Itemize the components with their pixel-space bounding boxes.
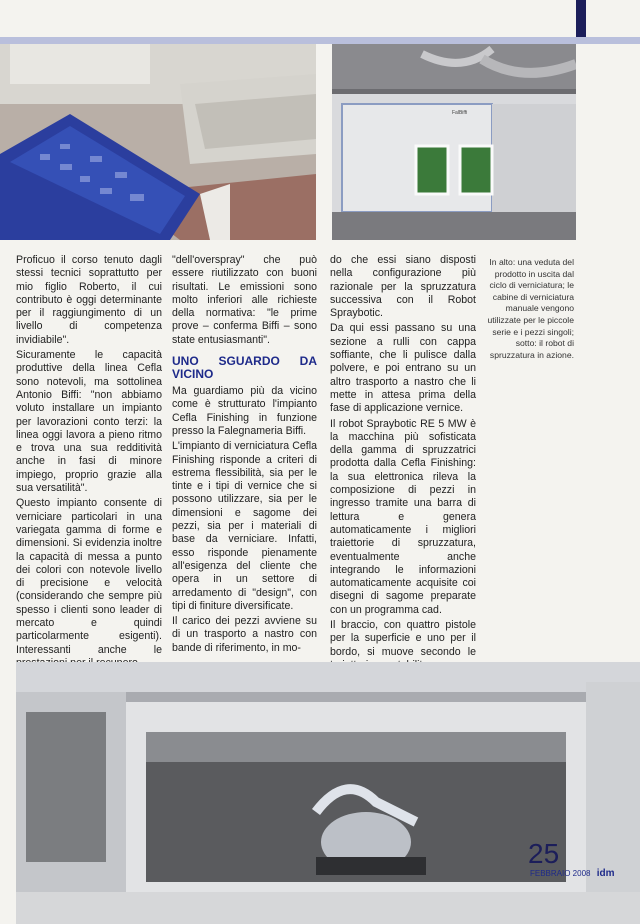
paragraph: do che essi siano disposti nella configurazione più razionale per la spruzzatura successiva con il Robot Spraybotic. bbox=[330, 254, 476, 320]
header-bar bbox=[0, 37, 640, 44]
paragraph: Il carico dei pezzi avviene su di un trasporto a nastro con bande di riferimento, in mo- bbox=[172, 615, 317, 654]
paragraph: Ma guardiamo più da vicino come è strutturato l'impianto Cefla Finishing in funzione presso la Falegnameria Biffi. bbox=[172, 385, 317, 437]
photo-spray-robot bbox=[16, 662, 640, 924]
footer-date: FEBBRAIO 2008 bbox=[530, 869, 591, 878]
corner-tab bbox=[576, 0, 586, 37]
page-number: 25 bbox=[528, 838, 560, 869]
text-column-3 bbox=[330, 254, 476, 674]
section-heading: UNO SGUARDO DA VICINO bbox=[172, 354, 317, 382]
footer bbox=[530, 868, 615, 879]
photo-spray-booth bbox=[332, 44, 576, 240]
paragraph: "dell'overspray" che può essere riutilizzato con buoni risultati. Le emissioni sono molto inferiori alle richieste della normativa: "le prime prove – conferma Biffi – sono state entusiasmanti". bbox=[172, 254, 317, 346]
booth-label: FalBiffi bbox=[452, 110, 468, 116]
text-column-1 bbox=[16, 254, 162, 672]
photo-conveyor-belt bbox=[0, 44, 316, 240]
paragraph: Questo impianto consente di verniciare particolari in una variegata gamma di forme e dimensioni. Si evidenzia inoltre la capacità di messa a punto dei colori con notevole livello di precisione e velocità (considerando che sempre più spesso i clienti sono leader di mercato e quindi particolarmente esigenti). Interessanti anche le bbox=[16, 497, 162, 656]
paragraph: L'impianto di verniciatura Cefla Finishing risponde a criteri di estrema flessibilità, sia per le tinte e i tipi di vernice che si possono utilizzare, sia per le dimensioni e sagome dei pezzi, sia per i materiali di base da verniciare. Infatti, esso risponde pienamente all'esigenza del cliente che opera in un settore di arredamento di "design", con tipi di finiture diversificate. bbox=[172, 440, 317, 612]
paragraph: Da qui essi passano su una sezione a rulli con cappa soffiante, che li pulisce dalla polvere, e poi entrano su un altro trasporto a nastro che li mette in attesa prima della fase di applicazione vernice. bbox=[330, 322, 476, 415]
text-column-2 bbox=[172, 254, 317, 657]
paragraph: Il braccio, con quattro pistole per la superficie e uno per il bordo, si muove secondo le bbox=[330, 619, 476, 658]
magazine-logo: idm bbox=[596, 868, 615, 879]
paragraph: Proficuo il corso tenuto dagli stessi tecnici soprattutto per mio figlio Roberto, il cui contributo è oggi determinante per il raggiungimento di un livello di competenza invidiabile". bbox=[16, 254, 162, 346]
paragraph: Il robot Spraybotic RE 5 MW è la macchina più sofisticata della gamma di spruzzatrici prodotta dalla Cefla Finishing: la sua elettronica rileva la composizione di pezzi in ingresso tramite una barra di lettura e genera automaticamente i migliori traiettorie di spruzzatura, eventualmente anche integrando le informazioni automaticamente acquisite coi disegni di sagome preparate con un programma cad. bbox=[330, 417, 476, 616]
photo-caption: In alto: una veduta del prodotto in uscita dal ciclo di verniciatura; le cabine di verniciatura manuale vengono utilizzate per le piccole serie e i pezzi singoli; sotto: il robot di spruzzatura in azione. bbox=[487, 257, 574, 360]
paragraph: Sicuramente le capacità produttive della linea Cefla sono notevoli, ma sottolinea Antonio Biffi: "non abbiamo voluto installare un impianto per lavorazioni conto terzi: la linea oggi lavora a pieno ritmo e trova una sua redditività anche in fasi di minore impiego, proprio grazie alla sua versatilità". bbox=[16, 349, 162, 495]
